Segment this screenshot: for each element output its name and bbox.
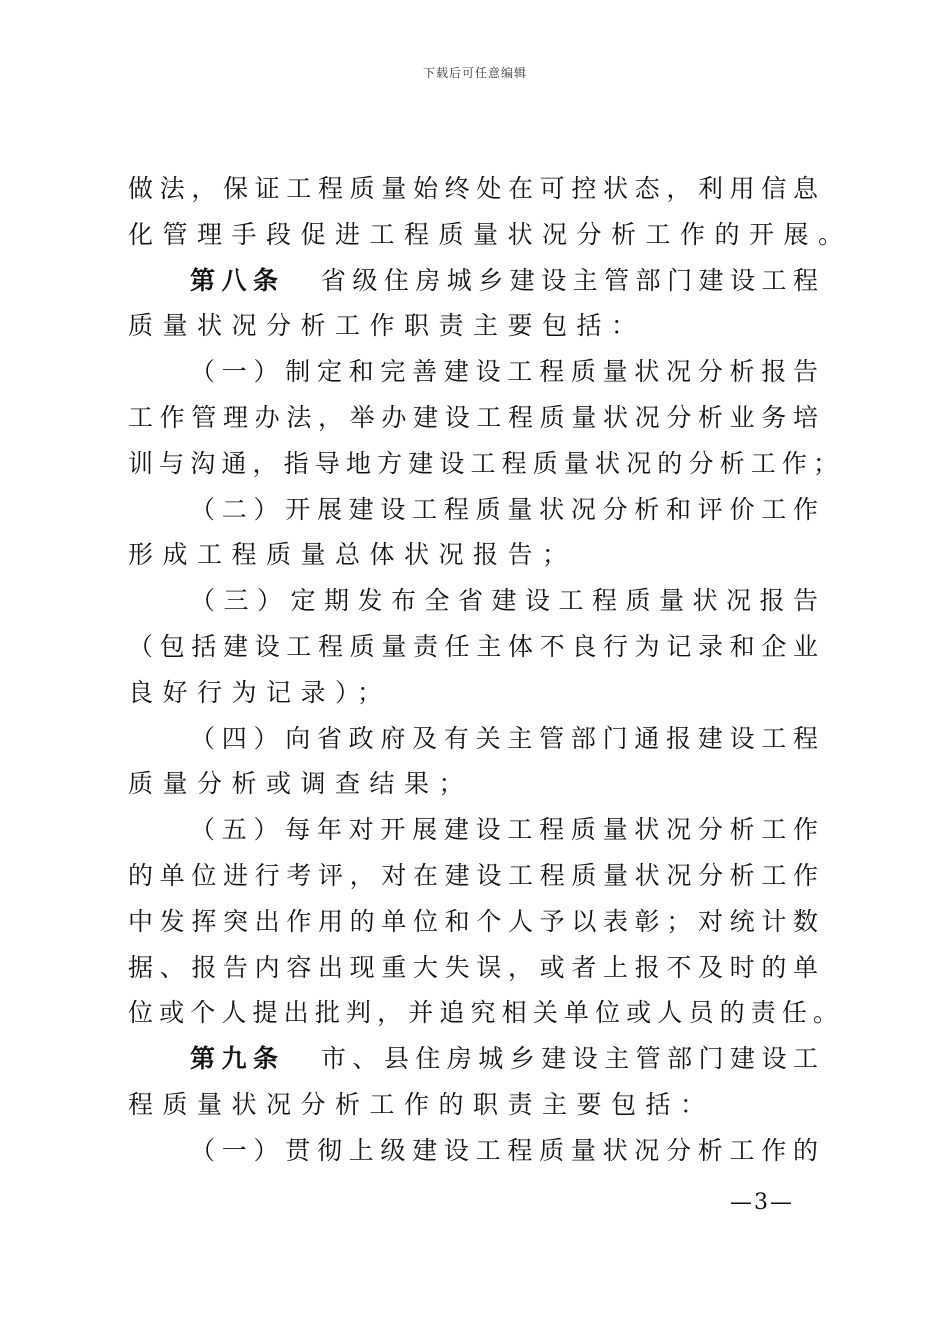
article-9-line — [190, 1041, 818, 1077]
body-line: （二）开展建设工程质量状况分析和评价工作 — [190, 495, 818, 524]
body-line: 化管理手段促进工程质量状况分析工作的开展。 — [128, 220, 853, 249]
body-line: （一）贯彻上级建设工程质量状况分析工作的 — [190, 1136, 818, 1165]
page-number: —3— — [730, 1190, 794, 1215]
body-line: 据、报告内容出现重大失误，或者上报不及时的单 — [128, 953, 818, 982]
body-line: 做法，保证工程质量始终处在可控状态，利用信息 — [128, 174, 818, 203]
body-line: 训与沟通，指导地方建设工程质量状况的分析工作； — [128, 449, 838, 478]
article-9-heading: 第九条 — [190, 1044, 285, 1073]
body-line: （三）定期发布全省建设工程质量状况报告 — [190, 586, 818, 615]
body-line: 的单位进行考评，对在建设工程质量状况分析工作 — [128, 861, 818, 890]
body-line: 质量分析或调查结果； — [128, 769, 474, 798]
body-line: 中发挥突出作用的单位和个人予以表彰；对统计数 — [128, 907, 818, 936]
body-line: 位或个人提出批判，并追究相关单位或人员的责任。 — [128, 998, 838, 1027]
article-9-text: 市、县住房城乡建设主管部门建设工 — [314, 1044, 818, 1073]
body-line: （四）向省政府及有关主管部门通报建设工程 — [190, 724, 818, 753]
body-line: （五）每年对开展建设工程质量状况分析工作 — [190, 815, 818, 844]
body-line: 质量状况分析工作职责主要包括： — [128, 311, 646, 340]
article-8-line — [190, 263, 818, 299]
body-line: 工作管理办法，举办建设工程质量状况分析业务培 — [128, 403, 818, 432]
header-note: 下载后可任意编辑 — [422, 66, 527, 80]
article-8-text: 省级住房城乡建设主管部门建设工程 — [314, 266, 818, 295]
body-line: 形成工程质量总体状况报告； — [128, 540, 577, 569]
body-line: 程质量状况分析工作的职责主要包括： — [128, 1090, 715, 1119]
body-line: （一）制定和完善建设工程质量状况分析报告 — [190, 357, 818, 386]
article-8-heading: 第八条 — [190, 266, 285, 295]
body-line: 良好行为记录）； — [128, 678, 392, 707]
body-line: （包括建设工程质量责任主体不良行为记录和企业 — [128, 632, 818, 661]
